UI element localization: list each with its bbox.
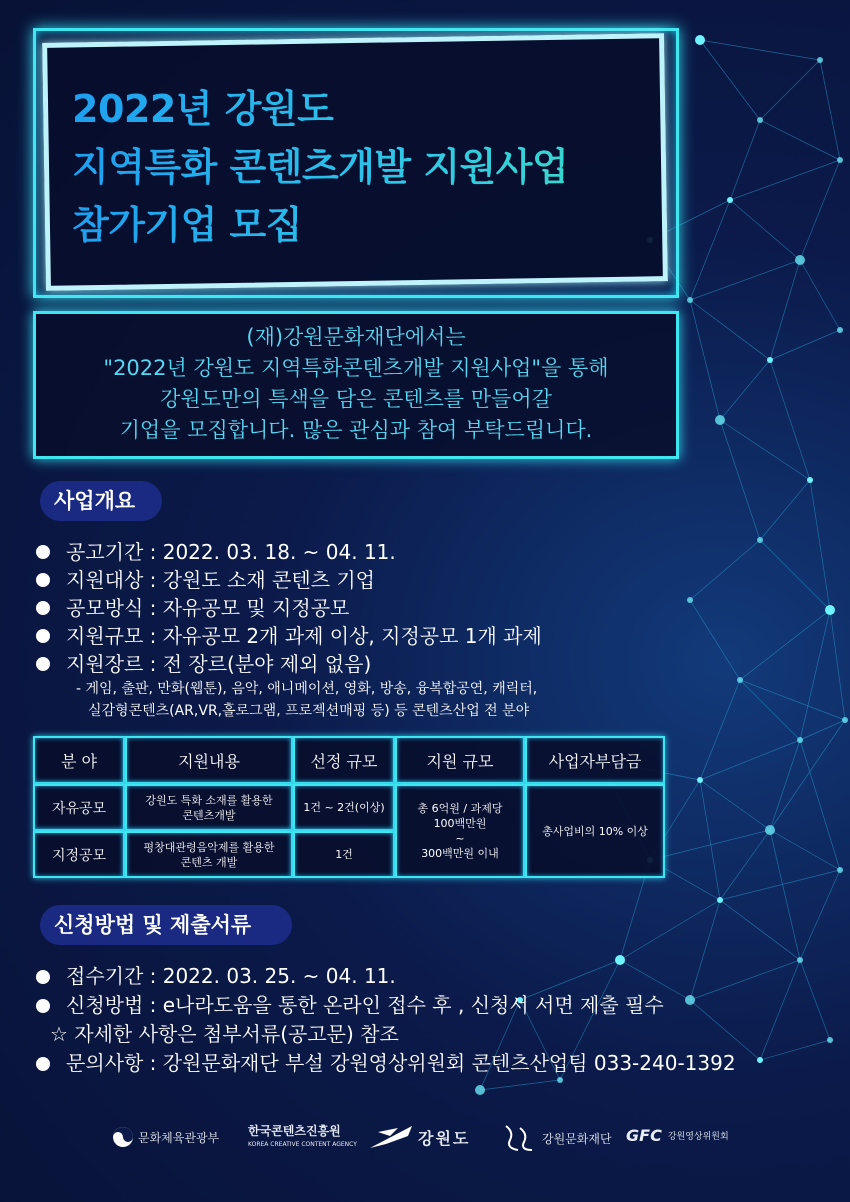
taeguk-icon (112, 1126, 134, 1148)
network-node (797, 957, 803, 963)
bullet-icon (36, 1057, 50, 1071)
genre-note-2: 실감형콘텐츠(AR,VR,홀로그램, 프로젝션매핑 등) 등 콘텐츠산업 전 분야 (88, 703, 530, 719)
gcf-logo: 강원문화재단 (500, 1122, 612, 1154)
list-item: 지원대상 : 강원도 소재 콘텐츠 기업 (30, 566, 542, 594)
network-node (695, 35, 705, 45)
network-node (757, 537, 763, 543)
network-node (765, 825, 775, 835)
gfc-logo: GFC 강원영상위원회 (626, 1126, 729, 1145)
table-header: 사업자부담금 (525, 736, 665, 784)
list-item: 공고기간 : 2022. 03. 18. ~ 04. 11. (30, 538, 542, 566)
list-item: 문의사항 : 강원문화재단 부설 강원영상위원회 콘텐츠산업팀 033-240-1392 (30, 1049, 736, 1078)
network-node (475, 1085, 485, 1095)
network-node (687, 297, 693, 303)
table-cell: 1건 ~ 2건(이상) (293, 784, 395, 831)
network-node (797, 737, 803, 743)
intro-line-1: (재)강원문화재단에서는 (246, 325, 466, 349)
mcst-logo: 문화체육관광부 (112, 1126, 219, 1148)
network-node (767, 357, 773, 363)
overview-heading: 사업개요 (40, 481, 162, 521)
network-node (827, 1037, 833, 1043)
gcf-mark-icon (500, 1122, 540, 1154)
apply-list (30, 962, 736, 1078)
network-node (757, 1057, 763, 1063)
network-node (697, 777, 703, 783)
network-node (817, 57, 823, 63)
bullet-icon (36, 545, 50, 559)
list-item: 접수기간 : 2022. 03. 25. ~ 04. 11. (30, 962, 736, 991)
title-line-1: 2022년 강원도 (72, 87, 334, 131)
bullet-icon (36, 970, 50, 984)
table-header: 분 야 (33, 736, 125, 784)
network-node (687, 597, 693, 603)
network-node (717, 897, 723, 903)
table-header: 지원 규모 (395, 736, 525, 784)
table-cell-burden: 총사업비의 10% 이상 (525, 784, 665, 878)
gangwon-mark-icon (368, 1122, 414, 1152)
poster-title (72, 80, 672, 254)
table-header: 선정 규모 (293, 736, 395, 784)
network-node (727, 197, 733, 203)
network-node (715, 415, 725, 425)
bullet-icon (36, 999, 50, 1013)
list-item: 지원장르 : 전 장르(분야 제외 없음) (30, 650, 542, 678)
table-header: 지원내용 (125, 736, 293, 784)
network-node (795, 255, 805, 265)
list-item: 신청방법 : e나라도움을 통한 온라인 접수 후 , 신청서 서면 제출 필수 (30, 991, 736, 1020)
gangwon-logo: 강원도 (368, 1122, 470, 1152)
table-cell: 평창대관령음악제를 활용한 콘텐츠 개발 (125, 831, 293, 878)
apply-note: ☆ 자세한 사항은 첨부서류(공고문) 참조 (50, 1022, 399, 1046)
network-node (837, 867, 843, 873)
table-cell: 강원도 특화 소재를 활용한 콘텐츠개발 (125, 784, 293, 831)
table-cell: 자유공모 (33, 784, 125, 831)
table-cell-support: 총 6억원 / 과제당 100백만원 ~ 300백만원 이내 (395, 784, 525, 878)
network-node (807, 477, 813, 483)
network-node (837, 327, 843, 333)
apply-heading: 신청방법 및 제출서류 (40, 905, 292, 945)
title-line-3: 참가기업 모집 (72, 203, 302, 247)
sponsor-logos (0, 1118, 850, 1158)
overview-list (30, 538, 542, 722)
genre-note-1: - 게임, 출판, 만화(웹툰), 음악, 애니메이션, 영화, 방송, 융복합공연, 캐릭터, (76, 681, 538, 697)
network-node (842, 717, 848, 723)
table-cell: 지정공모 (33, 831, 125, 878)
bullet-icon (36, 601, 50, 615)
table-cell: 1건 (293, 831, 395, 878)
intro-line-3: 강원도만의 특색을 담은 콘텐츠를 만들어갈 (160, 387, 552, 411)
list-item: 지원규모 : 자유공모 2개 과제 이상, 지정공모 1개 과제 (30, 622, 542, 650)
kocca-logo: 한국콘텐츠진흥원 KOREA CREATIVE CONTENT AGENCY (248, 1124, 357, 1148)
network-node (825, 605, 835, 615)
network-node (737, 677, 743, 683)
bullet-icon (36, 657, 50, 671)
support-table (33, 736, 665, 878)
network-node (757, 117, 763, 123)
intro-line-2: "2022년 강원도 지역특화콘텐츠개발 지원사업"을 통해 (103, 356, 609, 380)
intro-text (33, 322, 679, 446)
bullet-icon (36, 629, 50, 643)
network-node (837, 157, 843, 163)
bullet-icon (36, 573, 50, 587)
list-item: 공모방식 : 자유공모 및 지정공모 (30, 594, 542, 622)
title-line-2: 지역특화 콘텐츠개발 지원사업 (72, 145, 569, 189)
intro-line-4: 기업을 모집합니다. 많은 관심과 참여 부탁드립니다. (119, 418, 593, 442)
